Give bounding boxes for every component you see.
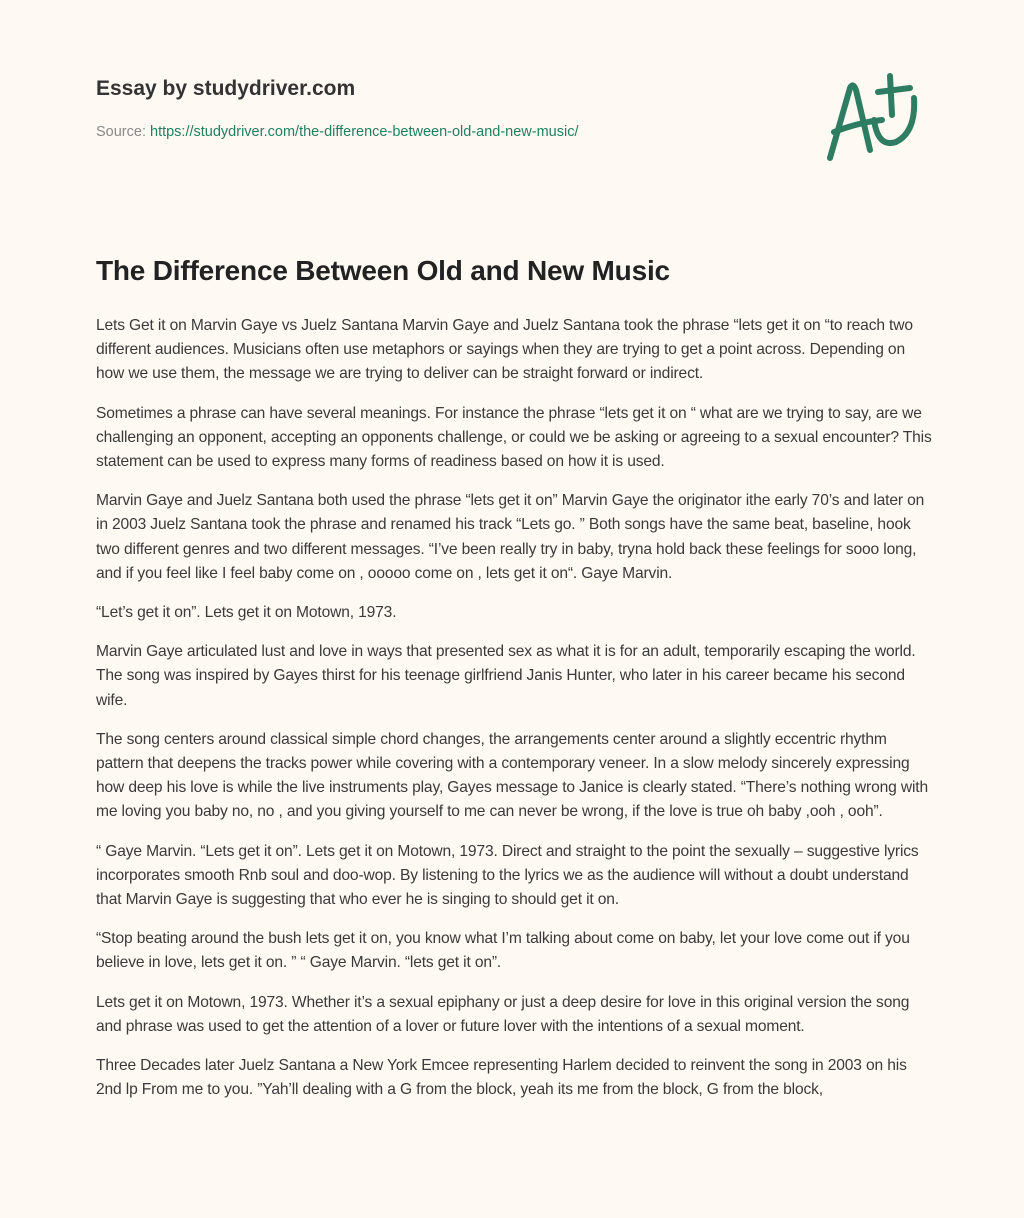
paragraph: “Stop beating around the bush lets get it on, you know what I’m talking about come on baby, let your love come out if you believe in love, lets get it on. ” “ Gaye Marvin. “lets get it on”. — [96, 930, 910, 972]
paragraph: Lets get it on Motown, 1973. Whether it’s a sexual epiphany or just a deep desire for love in this original version the song and phrase was used to get the attention of a lover or future lover with the intentions of a sexual moment. — [96, 993, 910, 1035]
a-plus-logo-icon — [820, 70, 930, 170]
source-label: Source: — [96, 124, 150, 140]
paragraph: “ Gaye Marvin. “Lets get it on”. Lets get it on Motown, 1973. Direct and straight to the point the sexually – suggestive lyrics incorporates smooth Rnb soul and doo-wop. By listening to the lyrics we as the audience will without a doubt understand that Marvin Gaye is suggesting that who ever he is singing to should get it on. — [96, 842, 919, 909]
paragraph: Marvin Gaye and Juelz Santana both used the phrase “lets get it on” Marvin Gaye the originator ithe early 70’s and later on in 2003 Juelz Santana took the phrase and renamed his track “Lets go. ” Both songs have the same beat, baseline, hook two different genres and two different messages. “I’ve been really try in baby, tryna hold back these feelings for sooo long, and if you feel like I feel baby come on , ooooo come on , lets get it on“. Gaye Marvin. — [96, 492, 925, 582]
paragraph: Sometimes a phrase can have several meanings. For instance the phrase “lets get it on “ what are we trying to say, are we challenging an opponent, accepting an opponents challenge, or could we be asking or agreeing to a sexual encounter? This statement can be used to express many forms of readiness based on how it is used. — [96, 404, 932, 471]
article-title: The Difference Between Old and New Music — [96, 255, 670, 286]
paragraph: Three Decades later Juelz Santana a New York Emcee representing Harlem decided to reinvent the song in 2003 on his 2nd lp From me to you. ”Yah’ll dealing with a G from the block, yeah its me from the block, G from the block, — [96, 1057, 907, 1099]
source-link[interactable]: https://studydriver.com/the-difference-between-old-and-new-music/ — [150, 124, 579, 140]
paragraph: Lets Get it on Marvin Gaye vs Juelz Santana Marvin Gaye and Juelz Santana took the phrase “lets get it on “to reach two different audiences. Musicians often use metaphors or sayings when they are trying to get a point across. Depending on how we use them, the message we are trying to deliver can be straight forward or indirect. — [96, 317, 913, 383]
article-body — [96, 314, 936, 1117]
paragraph: “Let’s get it on”. Lets get it on Motown, 1973. — [96, 604, 397, 622]
paragraph: Marvin Gaye articulated lust and love in ways that presented sex as what it is for an adult, temporarily escaping the world. The song was inspired by Gayes thirst for his teenage girlfriend Janis Hunter, who later in his career became his second wife. — [96, 643, 916, 709]
site-title: Essay by studydriver.com — [96, 77, 356, 100]
source-line — [96, 124, 579, 140]
paragraph: The song centers around classical simple chord changes, the arrangements center around a slightly eccentric rhythm pattern that deepens the tracks power while covering with a contemporary veneer. In a slow melody sincerely expressing how deep his love is while the live instruments play, Gayes message to Janice is clearly stated. “There’s nothing wrong with me loving you baby no, no , and you giving yourself to me can never be wrong, if the love is true oh baby ,ooh , ooh”. — [96, 730, 928, 821]
